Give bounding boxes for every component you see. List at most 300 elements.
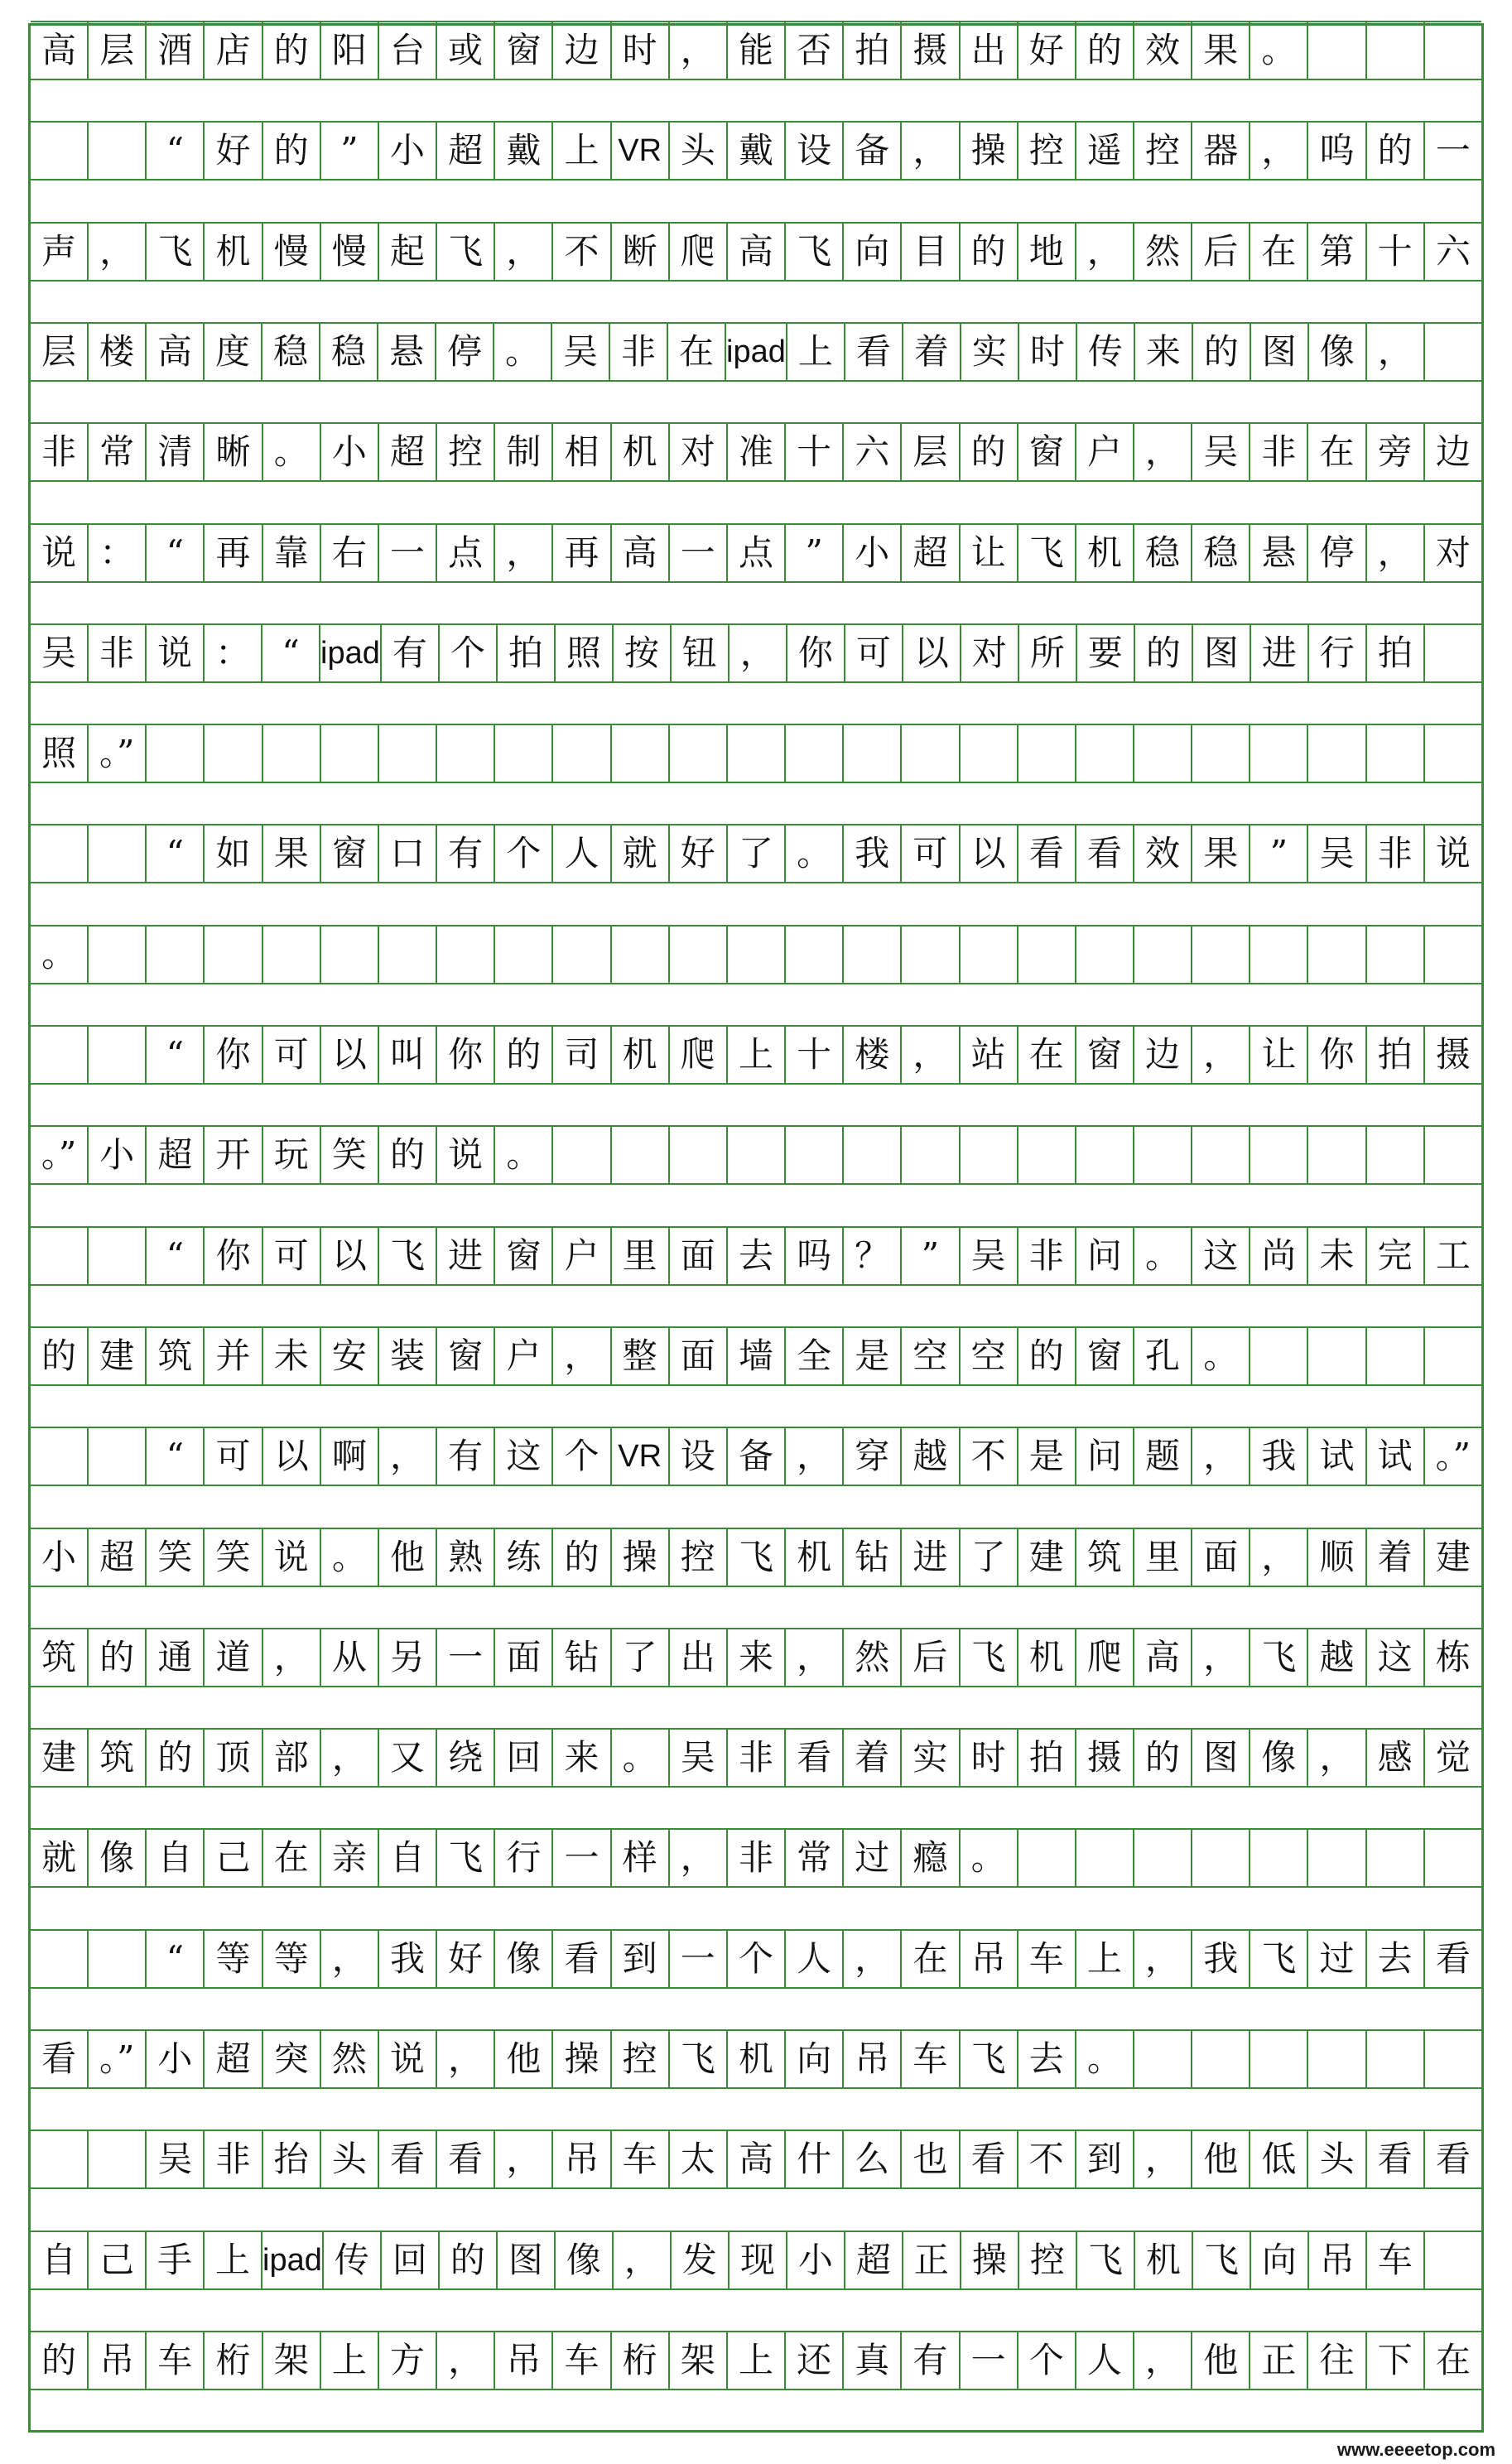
grid-cell: 不 <box>553 224 611 280</box>
grid-cell <box>1367 22 1425 79</box>
grid-cell <box>1425 2232 1481 2288</box>
grid-cell <box>844 926 902 983</box>
grid-cell: 一 <box>437 1629 495 1686</box>
grid-cell: 着 <box>903 324 961 380</box>
grid-cell: 机 <box>728 2031 786 2087</box>
grid-cell: 就 <box>31 1830 89 1886</box>
grid-cell: 抬 <box>263 2131 321 2187</box>
grid-cell: 一 <box>670 525 728 581</box>
grid-cell <box>1192 1127 1250 1183</box>
grid-cell: 一 <box>553 1830 611 1886</box>
grid-cell: 小 <box>844 525 902 581</box>
grid-row <box>31 422 1481 482</box>
grid-cell <box>612 725 670 782</box>
grid-cell: 爬 <box>670 224 728 280</box>
grid-cell: 拍 <box>1367 1027 1425 1083</box>
grid-cell: 去 <box>1367 1931 1425 1987</box>
grid-cell: 突 <box>263 2031 321 2087</box>
grid-cell: 试 <box>1308 1428 1366 1485</box>
grid-cell: ， <box>553 1328 611 1384</box>
grid-cell: 机 <box>612 1027 670 1083</box>
grid-cell: 有 <box>902 2332 960 2389</box>
grid-cell <box>553 725 611 782</box>
grid-cell: 超 <box>379 424 437 480</box>
grid-cell: 孔 <box>1134 1328 1192 1384</box>
grid-cell <box>728 725 786 782</box>
grid-cell: 机 <box>786 1529 844 1586</box>
grid-cell: 墙 <box>728 1328 786 1384</box>
grid-cell: 非 <box>728 1730 786 1786</box>
grid-cell: 晰 <box>205 424 262 480</box>
grid-cell: 制 <box>495 424 553 480</box>
grid-cell: “ <box>147 1228 205 1284</box>
grid-cell: 看 <box>1367 2131 1425 2187</box>
grid-cell: 飞 <box>670 2031 728 2087</box>
grid-cell: 十 <box>786 424 844 480</box>
grid-cell: 看 <box>1435 1937 1471 1979</box>
grid-cell: ， <box>844 1931 902 1987</box>
grid-cell <box>1192 2031 1250 2087</box>
grid-cell: 以 <box>321 1027 379 1083</box>
grid-cell <box>786 926 844 983</box>
grid-cell: 在 <box>668 324 726 380</box>
grid-cell: 。” <box>31 1127 89 1183</box>
grid-cell: 高 <box>1134 1629 1192 1686</box>
grid-cell <box>1018 725 1076 782</box>
grid-cell: 的 <box>147 1730 205 1786</box>
grid-cell <box>1425 1328 1481 1384</box>
grid-cell: 就 <box>612 825 670 882</box>
grid-cell: 未 <box>1308 1228 1366 1284</box>
grid-cell: 你 <box>205 1027 262 1083</box>
grid-cell: 可 <box>263 1228 321 1284</box>
grid-cell: 备 <box>728 1428 786 1485</box>
grid-cell: 果 <box>1192 825 1250 882</box>
grid-cell <box>961 926 1018 983</box>
grid-cell: 道 <box>205 1629 262 1686</box>
grid-cell: 这 <box>1367 1629 1425 1686</box>
grid-cell <box>612 926 670 983</box>
grid-cell <box>961 1127 1018 1183</box>
grid-cell <box>728 1127 786 1183</box>
grid-cell: 问 <box>1076 1428 1134 1485</box>
grid-cell: VR <box>612 1428 670 1485</box>
grid-cell: 像 <box>1250 1730 1308 1786</box>
grid-cell <box>1076 1127 1134 1183</box>
grid-cell: 方 <box>379 2332 437 2389</box>
grid-cell: 在 <box>1018 1027 1076 1083</box>
grid-cell: 你 <box>1308 1027 1366 1083</box>
grid-cell <box>379 725 437 782</box>
grid-cell: 非 <box>89 625 147 681</box>
grid-cell <box>31 1428 89 1485</box>
grid-cell: 架 <box>263 2332 321 2389</box>
grid-cell: 面 <box>670 1228 728 1284</box>
grid-cell: 上 <box>1076 1931 1134 1987</box>
grid-cell <box>1134 725 1192 782</box>
grid-cell <box>1425 725 1481 782</box>
grid-cell: 这 <box>1192 1228 1250 1284</box>
grid-cell <box>89 926 147 983</box>
grid-cell: 。” <box>89 725 147 782</box>
grid-cell <box>147 926 205 983</box>
grid-cell: 小 <box>89 1127 147 1183</box>
grid-cell: 上 <box>321 2332 379 2389</box>
grid-cell <box>1134 926 1192 983</box>
grid-cell: 栋 <box>1435 1636 1471 1677</box>
grid-cell: 桁 <box>612 2332 670 2389</box>
grid-cell: 的 <box>263 123 321 179</box>
grid-cell: ipad <box>726 324 787 380</box>
grid-cell: 去 <box>728 1228 786 1284</box>
grid-cell: 图 <box>1193 625 1251 681</box>
grid-cell: ipad <box>320 625 382 681</box>
grid-cell: 建 <box>31 1730 89 1786</box>
grid-cell <box>1425 1830 1481 1886</box>
grid-cell <box>31 1931 89 1987</box>
grid-cell: 拍 <box>1367 625 1425 681</box>
grid-cell: 向 <box>786 2031 844 2087</box>
grid-cell: 窗 <box>495 22 553 79</box>
grid-cell: 非 <box>1250 424 1308 480</box>
grid-cell <box>321 725 379 782</box>
grid-cell: 上 <box>728 2332 786 2389</box>
grid-cell: 头 <box>321 2131 379 2187</box>
grid-cell: 的 <box>961 424 1018 480</box>
grid-cell: 吊 <box>961 1931 1018 1987</box>
grid-cell: 装 <box>379 1328 437 1384</box>
grid-cell <box>1308 926 1366 983</box>
grid-cell: 像 <box>1309 324 1367 380</box>
grid-cell: 练 <box>495 1529 553 1586</box>
grid-cell: 超 <box>147 1127 205 1183</box>
grid-cell: 的 <box>89 1629 147 1686</box>
grid-cell: 清 <box>147 424 205 480</box>
grid-cell: 这 <box>495 1428 553 1485</box>
grid-cell: 工 <box>1435 1234 1471 1276</box>
grid-cell: 的 <box>31 2332 89 2389</box>
grid-cell: 断 <box>612 224 670 280</box>
grid-cell: 手 <box>147 2232 205 2288</box>
grid-cell: ” <box>1250 825 1308 882</box>
grid-cell: 边 <box>1134 1027 1192 1083</box>
grid-cell: 高 <box>728 2131 786 2187</box>
grid-cell: 层 <box>902 424 960 480</box>
grid-cell: 己 <box>89 2232 147 2288</box>
grid-cell: 戴 <box>728 123 786 179</box>
grid-cell: 又 <box>379 1730 437 1786</box>
grid-cell <box>1367 926 1425 983</box>
grid-cell <box>1018 926 1076 983</box>
grid-cell: 的 <box>1135 625 1193 681</box>
grid-cell <box>1367 1830 1425 1886</box>
grid-cell: 操 <box>612 1529 670 1586</box>
grid-cell: 看 <box>845 324 903 380</box>
grid-cell: 飞 <box>961 1629 1018 1686</box>
grid-cell: 户 <box>495 1328 553 1384</box>
grid-cell: 的 <box>1076 22 1134 79</box>
grid-cell: 像 <box>89 1830 147 1886</box>
grid-cell: 以 <box>903 625 961 681</box>
grid-cell: 。 <box>961 1830 1018 1886</box>
grid-row <box>31 1628 1481 1687</box>
grid-cell: 到 <box>1076 2131 1134 2187</box>
grid-cell: 机 <box>1076 525 1134 581</box>
grid-cell: 在 <box>1435 2339 1471 2380</box>
grid-row <box>31 1125 1481 1185</box>
grid-cell <box>379 926 437 983</box>
grid-cell: 觉 <box>1435 1737 1471 1778</box>
grid-cell: 你 <box>787 625 845 681</box>
grid-cell: 六 <box>1435 230 1471 272</box>
grid-cell: 看 <box>961 2131 1018 2187</box>
grid-cell: 题 <box>1134 1428 1192 1485</box>
grid-cell: 非 <box>31 424 89 480</box>
grid-cell: 有 <box>437 825 495 882</box>
grid-cell: 起 <box>379 224 437 280</box>
grid-cell: 否 <box>786 22 844 79</box>
grid-cell: 再 <box>553 525 611 581</box>
grid-cell: 可 <box>902 825 960 882</box>
grid-cell: 等 <box>263 1931 321 1987</box>
grid-cell <box>844 725 902 782</box>
grid-cell: 说 <box>437 1127 495 1183</box>
grid-cell: 好 <box>205 123 262 179</box>
grid-cell: 台 <box>379 22 437 79</box>
grid-cell: 高 <box>612 525 670 581</box>
grid-cell: 像 <box>556 2232 614 2288</box>
grid-cell: 在 <box>902 1931 960 1987</box>
grid-cell: 机 <box>1135 2232 1193 2288</box>
grid-cell: 正 <box>1250 2332 1308 2389</box>
grid-cell: 我 <box>379 1931 437 1987</box>
grid-cell <box>1308 22 1366 79</box>
grid-cell: 的 <box>263 22 321 79</box>
grid-cell: 着 <box>1367 1529 1425 1586</box>
grid-cell: 非 <box>1018 1228 1076 1284</box>
grid-cell <box>1425 625 1481 681</box>
grid-cell: 像 <box>495 1931 553 1987</box>
grid-cell: 可 <box>205 1428 262 1485</box>
grid-cell <box>1425 926 1481 983</box>
grid-cell: 的 <box>1367 123 1425 179</box>
grid-cell: ， <box>786 1428 844 1485</box>
grid-cell: ， <box>263 1629 321 1686</box>
grid-cell: 店 <box>205 22 262 79</box>
grid-cell: 在 <box>1250 224 1308 280</box>
grid-cell: ？ <box>844 1228 902 1284</box>
grid-cell: 绕 <box>437 1730 495 1786</box>
grid-cell: 筑 <box>147 1328 205 1384</box>
grid-cell: 实 <box>961 324 1019 380</box>
grid-cell: 样 <box>612 1830 670 1886</box>
grid-cell <box>31 825 89 882</box>
grid-cell: 右 <box>321 525 379 581</box>
grid-cell: ， <box>614 2232 672 2288</box>
grid-cell: 操 <box>961 2232 1019 2288</box>
grid-cell <box>1367 2031 1425 2087</box>
grid-cell: ， <box>495 2131 553 2187</box>
grid-cell: 人 <box>1076 2332 1134 2389</box>
grid-cell: 顶 <box>205 1730 262 1786</box>
grid-cell: 人 <box>786 1931 844 1987</box>
grid-cell: 控 <box>1018 123 1076 179</box>
grid-cell: 飞 <box>1018 525 1076 581</box>
grid-cell <box>89 1931 147 1987</box>
grid-cell: 看 <box>1435 2139 1471 2180</box>
grid-cell: ， <box>902 123 960 179</box>
grid-cell: 控 <box>612 2031 670 2087</box>
grid-cell: 高 <box>31 22 89 79</box>
grid-cell: 吴 <box>31 625 89 681</box>
grid-cell: 。 <box>1076 2031 1134 2087</box>
grid-cell: 上 <box>728 1027 786 1083</box>
grid-cell: 站 <box>961 1027 1018 1083</box>
grid-cell: 试 <box>1367 1428 1425 1485</box>
grid-cell: 照 <box>556 625 614 681</box>
grid-cell: 对 <box>1435 532 1471 573</box>
grid-cell: 以 <box>263 1428 321 1485</box>
grid-cell: 相 <box>553 424 611 480</box>
grid-cell: 图 <box>1251 324 1309 380</box>
grid-cell: 的 <box>495 1027 553 1083</box>
grid-cell: 摄 <box>1435 1034 1471 1075</box>
grid-cell <box>89 123 147 179</box>
grid-cell: 发 <box>672 2232 730 2288</box>
grid-cell: 遥 <box>1076 123 1134 179</box>
grid-cell: 非 <box>1367 825 1425 882</box>
grid-cell: 筑 <box>89 1730 147 1786</box>
grid-cell <box>902 926 960 983</box>
grid-cell: 旁 <box>1367 424 1425 480</box>
grid-cell: 以 <box>321 1228 379 1284</box>
grid-cell <box>321 926 379 983</box>
grid-cell <box>902 1127 960 1183</box>
grid-cell: 悬 <box>1250 525 1308 581</box>
grid-cell: 慢 <box>321 224 379 280</box>
grid-cell: 要 <box>1077 625 1135 681</box>
grid-cell: 小 <box>787 2232 845 2288</box>
grid-cell <box>205 725 262 782</box>
grid-cell: “ <box>147 123 205 179</box>
grid-cell: 图 <box>1192 1730 1250 1786</box>
grid-cell: 筑 <box>1076 1529 1134 1586</box>
grid-cell: 他 <box>495 2031 553 2087</box>
grid-cell: ， <box>495 224 553 280</box>
grid-cell: 让 <box>1250 1027 1308 1083</box>
grid-cell: 了 <box>728 825 786 882</box>
grid-cell: “ <box>147 1428 205 1485</box>
grid-cell: 楼 <box>89 324 147 380</box>
grid-cell <box>89 1428 147 1485</box>
grid-cell: 尚 <box>1250 1228 1308 1284</box>
grid-cell: ， <box>670 1830 728 1886</box>
grid-cell: 。 <box>494 324 552 380</box>
grid-row <box>31 121 1481 180</box>
grid-cell: 行 <box>495 1830 553 1886</box>
manuscript-grid-sheet <box>28 23 1484 2433</box>
grid-cell: 照 <box>31 725 89 782</box>
grid-cell <box>205 926 262 983</box>
grid-cell: 瘾 <box>902 1830 960 1886</box>
grid-cell: 里 <box>1134 1529 1192 1586</box>
grid-cell: ， <box>670 22 728 79</box>
grid-cell <box>1425 22 1481 79</box>
site-watermark: www.eeeetop.com <box>1336 2439 1495 2460</box>
grid-cell: 。 <box>263 424 321 480</box>
grid-cell: 你 <box>205 1228 262 1284</box>
grid-cell <box>31 123 89 179</box>
grid-cell: 楼 <box>844 1027 902 1083</box>
grid-cell: 啊 <box>321 1428 379 1485</box>
grid-cell: 时 <box>612 22 670 79</box>
grid-cell: 了 <box>961 1529 1018 1586</box>
grid-cell: 回 <box>495 1730 553 1786</box>
grid-cell: “ <box>147 1027 205 1083</box>
grid-cell: ， <box>1250 1529 1308 1586</box>
grid-cell: 超 <box>89 1529 147 1586</box>
grid-cell: 停 <box>436 324 494 380</box>
grid-cell: 控 <box>1019 2232 1077 2288</box>
grid-cell: 效 <box>1134 22 1192 79</box>
grid-cell: 我 <box>844 825 902 882</box>
grid-cell <box>1134 1830 1192 1886</box>
grid-cell: 传 <box>1077 324 1135 380</box>
grid-cell <box>786 725 844 782</box>
grid-cell: 玩 <box>263 1127 321 1183</box>
grid-cell: 的 <box>1018 1328 1076 1384</box>
grid-row <box>31 1226 1481 1286</box>
grid-cell <box>1134 1127 1192 1183</box>
grid-cell: 车 <box>612 2131 670 2187</box>
grid-row <box>31 623 1481 683</box>
grid-cell: 再 <box>205 525 262 581</box>
grid-cell: 操 <box>553 2031 611 2087</box>
grid-cell: 飞 <box>379 1228 437 1284</box>
grid-cell <box>1425 324 1481 380</box>
grid-cell: 出 <box>670 1629 728 1686</box>
grid-cell <box>31 1228 89 1284</box>
grid-cell: ， <box>1134 424 1192 480</box>
grid-cell: 一 <box>379 525 437 581</box>
grid-cell: 拍 <box>1018 1730 1076 1786</box>
grid-cell <box>728 926 786 983</box>
grid-cell: 传 <box>324 2232 382 2288</box>
grid-row <box>31 2029 1481 2089</box>
grid-cell: 来 <box>1135 324 1193 380</box>
grid-row <box>31 724 1481 783</box>
grid-row <box>31 21 1481 80</box>
grid-cell: 说 <box>1435 833 1471 874</box>
grid-cell: 吴 <box>1308 825 1366 882</box>
grid-cell: 有 <box>382 625 440 681</box>
grid-cell: 看 <box>1018 825 1076 882</box>
grid-cell <box>1250 1328 1308 1384</box>
grid-cell: 说 <box>31 525 89 581</box>
grid-cell <box>1018 1830 1076 1886</box>
grid-cell: 空 <box>961 1328 1018 1384</box>
grid-cell <box>495 725 553 782</box>
grid-cell: 从 <box>321 1629 379 1686</box>
grid-cell: 悬 <box>378 324 436 380</box>
grid-cell: 窗 <box>1018 424 1076 480</box>
grid-cell: 机 <box>1018 1629 1076 1686</box>
grid-cell <box>1425 1127 1481 1183</box>
grid-cell <box>670 926 728 983</box>
grid-cell: 在 <box>1308 424 1366 480</box>
grid-cell: 稳 <box>1134 525 1192 581</box>
grid-cell: 层 <box>31 324 89 380</box>
